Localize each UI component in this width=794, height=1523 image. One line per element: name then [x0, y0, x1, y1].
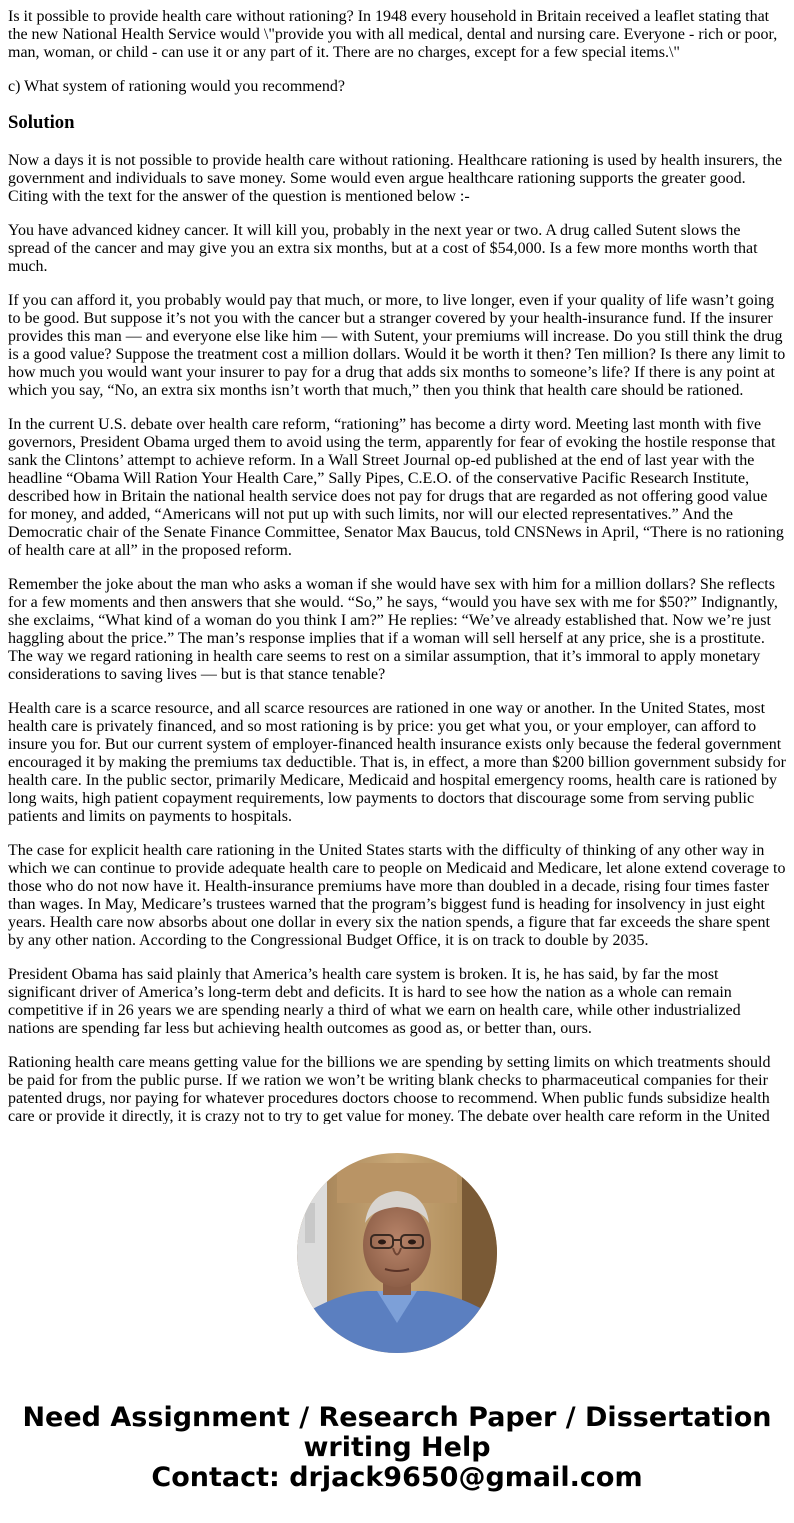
- solution-paragraph: The case for explicit health care rationing in the United States starts with the difficulty of thinking of any other way in which we can continue to provide adequate health care to people on Medicaid and Medicare, let alone extend coverage to those who do not now have it. Health-insurance premiums have more than doubled in a decade, rising four times faster than wages. In May, Medicare’s trustees warned that the program’s biggest fund is heading for insolvency in just eight years. Health care now absorbs about one dollar in every six the nation spends, a figure that far exceeds the share spent by any other nation. According to the Congressional Budget Office, it is on track to double by 2035.: [8, 842, 786, 949]
- article: [8, 0, 786, 1124]
- promo-banner: [0, 1403, 794, 1493]
- solution-paragraph: You have advanced kidney cancer. It will kill you, probably in the next year or two. A drug called Sutent slows the spread of the cancer and may give you an extra six months, but at a cost of $54,000. Is a few more months worth that much.: [8, 222, 758, 275]
- solution-heading: Solution: [8, 112, 75, 133]
- question-part-c: c) What system of rationing would you recommend?: [8, 78, 345, 95]
- solution-paragraph: President Obama has said plainly that America’s health care system is broken. It is, he has said, by far the most significant driver of America’s long-term debt and deficits. It is hard to see how the nation as a whole can remain competitive if in 26 years we are spending nearly a third of what we earn on health care, while other industrialized nations are spending far less but achieving health outcomes as good as, or better than, ours.: [8, 966, 741, 1037]
- promo-line-1: Need Assignment / Research Paper / Dissertation: [22, 1402, 772, 1433]
- question-intro: Is it possible to provide health care without rationing? In 1948 every household in Britain received a leaflet stating that the new National Health Service would \"provide you with all medical, dental and nursing care. Everyone - rich or poor, man, woman, or child - can use it or any part of it. There are no charges, except for a few special items.\": [8, 8, 778, 61]
- promo-line-2: writing Help: [303, 1432, 491, 1463]
- solution-paragraph: Rationing health care means getting value for the billions we are spending by setting limits on which treatments should be paid for from the public purse. If we ration we won’t be writing blank checks to pharmaceutical companies for their patented drugs, nor paying for whatever procedures doctors choose to recommend. When public funds subsidize health care or provide it directly, it is crazy not to try to get value for money. The debate over health care reform in the United: [8, 1054, 771, 1124]
- promo-contact-email[interactable]: Contact: drjack9650@gmail.com: [151, 1462, 643, 1493]
- solution-paragraph: Now a days it is not possible to provide health care without rationing. Healthcare rationing is used by health insurers, the government and individuals to save money. Some would even argue healthcare rationing supports the greater good. Citing with the text for the answer of the question is mentioned below :-: [8, 152, 783, 205]
- author-portrait-image: [297, 1153, 497, 1353]
- solution-paragraph: Remember the joke about the man who asks a woman if she would have sex with him for a million dollars? She reflects for a few moments and then answers that she would. “So,” he says, “would you have sex with me for $50?” Indignantly, she exclaims, “What kind of a woman do you think I am?” He replies: “We’ve already established that. Now we’re just haggling about the price.” The man’s response implies that if a woman will sell herself at any price, she is a prostitute. The way we regard rationing in health care seems to rest on a similar assumption, that it’s immoral to apply monetary considerations to saving lives — but is that stance tenable?: [8, 576, 778, 683]
- solution-paragraph: Health care is a scarce resource, and all scarce resources are rationed in one way or another. In the United States, most health care is privately financed, and so most rationing is by price: you get what you, or your employer, can afford to insure you for. But our current system of employer-financed health insurance exists only because the federal government encouraged it by making the premiums tax deductible. That is, in effect, a more than $200 billion government subsidy for health care. In the public sector, primarily Medicare, Medicaid and hospital emergency rooms, health care is rationed by long waits, high patient copayment requirements, low payments to doctors that discourage some from serving public patients and limits on payments to hospitals.: [8, 700, 786, 825]
- author-avatar: [297, 1153, 497, 1353]
- solution-paragraph: If you can afford it, you probably would pay that much, or more, to live longer, even if your quality of life wasn’t going to be good. But suppose it’s not you with the cancer but a stranger covered by your health-insurance fund. If the insurer provides this man — and everyone else like him — with Sutent, your premiums will increase. Do you still think the drug is a good value? Suppose the treatment cost a million dollars. Would it be worth it then? Ten million? Is there any limit to how much you would want your insurer to pay for a drug that adds six months to someone’s life? If there is any point at which you say, “No, an extra six months isn’t worth that much,” then you think that health care should be rationed.: [8, 292, 786, 399]
- solution-paragraph: In the current U.S. debate over health care reform, “rationing” has become a dirty word. Meeting last month with five governors, President Obama urged them to avoid using the term, apparently for fear of evoking the hostile response that sank the Clintons’ attempt to achieve reform. In a Wall Street Journal op-ed published at the end of last year with the headline “Obama Will Ration Your Health Care,” Sally Pipes, C.E.O. of the conservative Pacific Research Institute, described how in Britain the national health service does not pay for drugs that are regarded as not offering good value for money, and added, “Americans will not put up with such limits, nor will our elected representatives.” And the Democratic chair of the Senate Finance Committee, Senator Max Baucus, told CNSNews in April, “There is no rationing of health care at all” in the proposed reform.: [8, 416, 784, 559]
